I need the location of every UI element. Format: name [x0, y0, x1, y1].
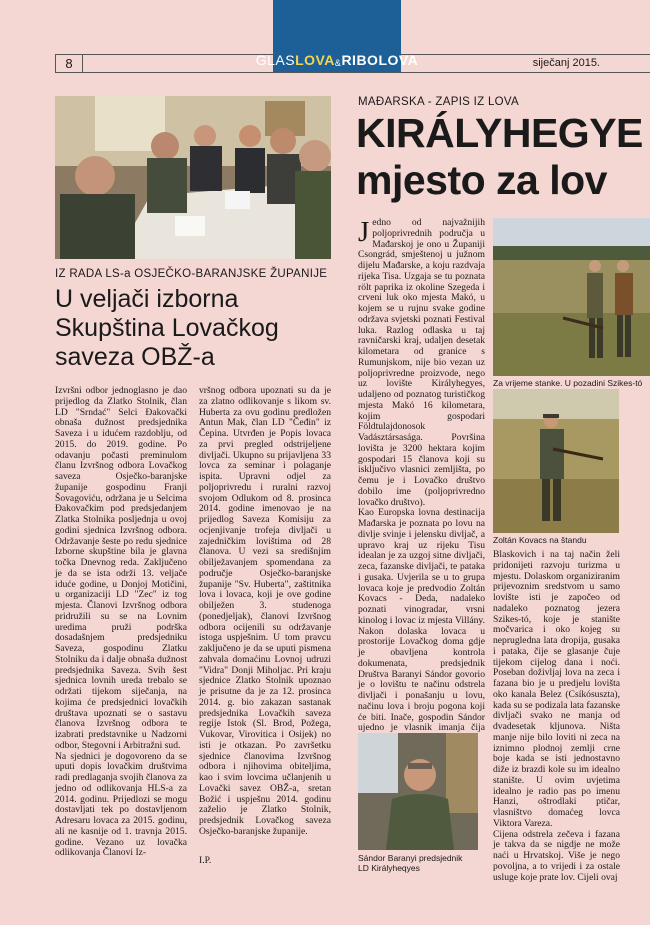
hunter-photo-illustration	[493, 389, 619, 533]
left-title-line2: Skupština Lovačkog	[55, 314, 279, 342]
dropcap: J	[358, 216, 370, 248]
masthead-amp: &	[334, 58, 342, 68]
right-col1-text-b: Kao Europska lovna destinacija Mađarska je poznata po lovu na divlje svinje i jelensku divljač, a upravo kraj uz rijeku Tisu idealan je za uzgoj sitne divljači, zeca, fazanske divljači, te pataka i gusaka. Uvjerila se u to grupa lovaca koje je predvodio Zoltán Kovacs - Deda, nadaleko poznati vinogradar, vrsni kinolog i lovac iz mjesta Villány. Nakon dolaska lovaca u prostorije Lovačkog doma gdje je obavljena kontrola dokumenata, predsjednik Društva Baranyi Sándor govorio je o lovištu te načinu odstrela divljači i ponašanju u lovu, načinu lova i broju pogona koji će biti. Inače, gospodin Sándor ujedno je vlasnik imanja čija	[358, 507, 485, 734]
masthead-lova: LOVA	[295, 52, 335, 68]
right-column-2	[493, 549, 620, 883]
masthead-ribolova: RIBOLOVA	[341, 52, 419, 68]
portrait-caption-line2: LD Királyheqyes	[358, 863, 420, 873]
right-col2-text: Blaskovich i na taj način želi pridonijeti razvoju turizma u mjestu. Dolaskom organiziranim prijevoznim sredstvom u samo lovište isti je započeo od nadaleko poznatog jezera Szikes-tó, koje je stanište močvarica i oko kojeg su neprugledna lata dropija, gusaka i pataka, čije se glasanje čuje tijekom cijelog dana i noći. Poseban doživljaj lova na zeca i fazana bio je u predjelu lovišta oko kanala Belez (Csíkósuszta), kada su se podizala lata fazanske divljači svako ne manja od dvadesetak kljunova. Ništa manje nije bilo loviti ni zeca na iznimno plodnoj zemlji crne boje kada se isti jednostavno diže iz brazdi kole su im idealno stanište. U ovim uvjetima idealno je radio pas po imenu Hanzi, oštrodlaki ptičar, vlasništvo domaćeg lovca Viktora Vareza.	[493, 549, 620, 829]
field-photo-illustration	[493, 218, 650, 376]
left-column-2	[199, 386, 331, 850]
right-col1-text: edno od najvažnijih poljoprivrednih područja u Mađarskoj je ono u Županiji Csongrád, smještenoj u južnom dijelu Mađarske, a koju razdvaja rijeka Tisa. Uzgaja se tu poznata rölt paprika iz okoline Szegeda i crveni luk oko mjesta Makó, u kojem se u rujnu svake godine održava svjetski poznati Festival luka. Razlog odlaska u tај ravničarski kraj, udaljen desetak kilometara od granice s Rumunjskom, nije bio vezan uz poljoprivredne proizvode, nego uz lovište Királyhegyes, udaljeno od poznatog turističkog mjesta Makó 16 kilometara, kojim gospodari Földtulajdonosok Vadásztársasága. Površina lovišta je 3200 hektara kojim gospodari 15 članova koji su isključivo vlasnici zemljišta, po čemu je i Lovačko društvo dobilo ime (poljoprivredno lovačko društvo).	[358, 217, 485, 508]
right-kicker: MAĐARSKA - ZAPIS IZ LOVA	[358, 96, 519, 108]
left-title-line3: saveza OBŽ-a	[55, 343, 215, 371]
portrait-caption-line1: Sándor Baranyi predsjednik	[358, 853, 463, 863]
left-kicker: IZ RADA LS-a OSJEČKO-BARANJSKE ŽUPANIJE	[55, 268, 328, 280]
right-title-line2: mjesto za lov	[356, 157, 607, 203]
right-col2-text-b: Cijena odstrela zečeva i fazana je takva da se nigdje ne može naći u Hrvatskoj. Više je nego povoljna, a to vrijedi i za ostale usluge koje prate lov. Cijeli ovaj	[493, 828, 620, 883]
left-column-1	[55, 386, 187, 864]
field-photo-caption: Za vrijeme stanke. U pozadini Szikes-tó	[493, 378, 643, 388]
left-title-line1: U veljači izborna	[55, 285, 239, 313]
hunter-photo	[493, 389, 619, 533]
field-photo	[493, 218, 650, 376]
portrait-photo	[358, 733, 478, 850]
left-signature: I.P.	[199, 855, 212, 866]
issue-date: siječanj 2015.	[532, 57, 600, 69]
meeting-photo-illustration	[55, 96, 331, 259]
page-number: 8	[55, 54, 83, 73]
portrait-photo-illustration	[358, 733, 478, 850]
masthead-glas: GLAS	[255, 52, 296, 68]
left-col1-text-b: Na sjednici je dogovoreno da se uputi dopis lovačkim društvima radi predlaganja svojih članova za jedno od odlikovanja HLS-a za 2014. godinu. Prijedlozi se mogu dostavljati tek po dostavljenom Adresaru lovaca za 2015. godinu, ali ne kasnije od 1. travnja 2015. godine. Vezano uz lovačka odlikovanja Članovi Iz-	[55, 750, 187, 859]
right-title-line1: KIRÁLYHEGYE	[356, 110, 643, 156]
masthead	[255, 0, 419, 72]
left-col1-text: Izvršni odbor jednoglasno je dao prijedlog da Zlatko Stolnik, član LD "Srndać" Selci Đakovački obnaša dužnost predsjednika Saveza i u idućem razdoblju, od 2015. do 2019. godine. Po odavanju počasti preminulom članu Izvršnog odbora Lovačkog saveza Osječko-baranjske županije gospodinu Franji Šovagoviću, održana je u Selcima Đakovačkim pod predsjedanjem Zlatka Stolnika posljednja u ovoj godini sjednica Izvršnog odbora. Održavanje šeste po redu sjednice Izborne skupštine bila je glavna točka Dnevnog reda. Zaključeno je da se ista održi 13. veljače iduće godine, u Donjoj Motičini, u organizaciji LD "Zec" iz tog mjesta. Članovi Izvršnog odbora pridružili su se na Lovnim uredima pruži podrška dosadašnjem predsjedniku Saveza, gospodinu Zlatku Stolniku da i dalje obnaša dužnost predsjednika Saveza. Svih šest sjednica lovnih ureda trebalo se održati tijekom siječanja, na kojima će predsjednici lovačkih društava upoznati se o sastavu članova Izvršnog odbora te izabrati predstavnike u Nadzorni odbor, Stegovni i Arbitražni sud.	[55, 385, 187, 751]
left-col2-text: vršnog odbora upoznati su da je za zlatno odlikovanje s likom sv. Huberta za ovu godinu predložen Antun Mak, član LD "Čeđin" iz Čepina. Utvrđen je Popis lovaca za prvi pregled odstrijeljene divljači. Ukupno su prijavljena 33 lovca za seminar i polaganje ispita. Upravni odjel za poljoprivredu i ruralni razvoj svojom Odlukom od 8. prosinca 2014. godine imenovao je na prijedlog Saveza Komisiju za ocjenjivanje trofeja divljači u zajedničkim lovištima od 28 članova. U vezi sa središnjim obilježavanjem spomendana za područje Osječko-baranjske županije "Sv. Huberta", zaštitnika lova i lovaca, koji je ove godine obilježen 3. studenoga (ponedjeljak), članovi Izvršnog odbora ocijenili su održavanje istoga uspješnim. U tom pravcu zaključeno je da se uputi pismena zahvala domaćinu Lovnoj udruzi "Vidra" Donji Miholjac. Pri kraju sjednice Zlatko Stolnik upoznao je prisutne da je za 12. prosinca 2014. g. bio zakazan sastanak predsjednika Lovačkih saveza regije Istok (Sl. Brod, Požega, Vukovar, Virovitica i Osijek) no isti je otkazan. Po završetku sjednice članovima Izvršnog odbora i njihovima obiteljima, kao i svim lovcima učlanjenih u Lovački savez OBŽ-a, sretan Božić i uspješnu 2014. godinu zaželio je Zlatko Stolnik, predsjednik Lovačkog saveza Osječko-baranjske županije.	[199, 385, 331, 837]
right-column-1	[358, 216, 485, 734]
hunter-photo-caption: Zoltán Kovacs na štandu	[493, 535, 587, 545]
meeting-photo	[55, 96, 331, 259]
